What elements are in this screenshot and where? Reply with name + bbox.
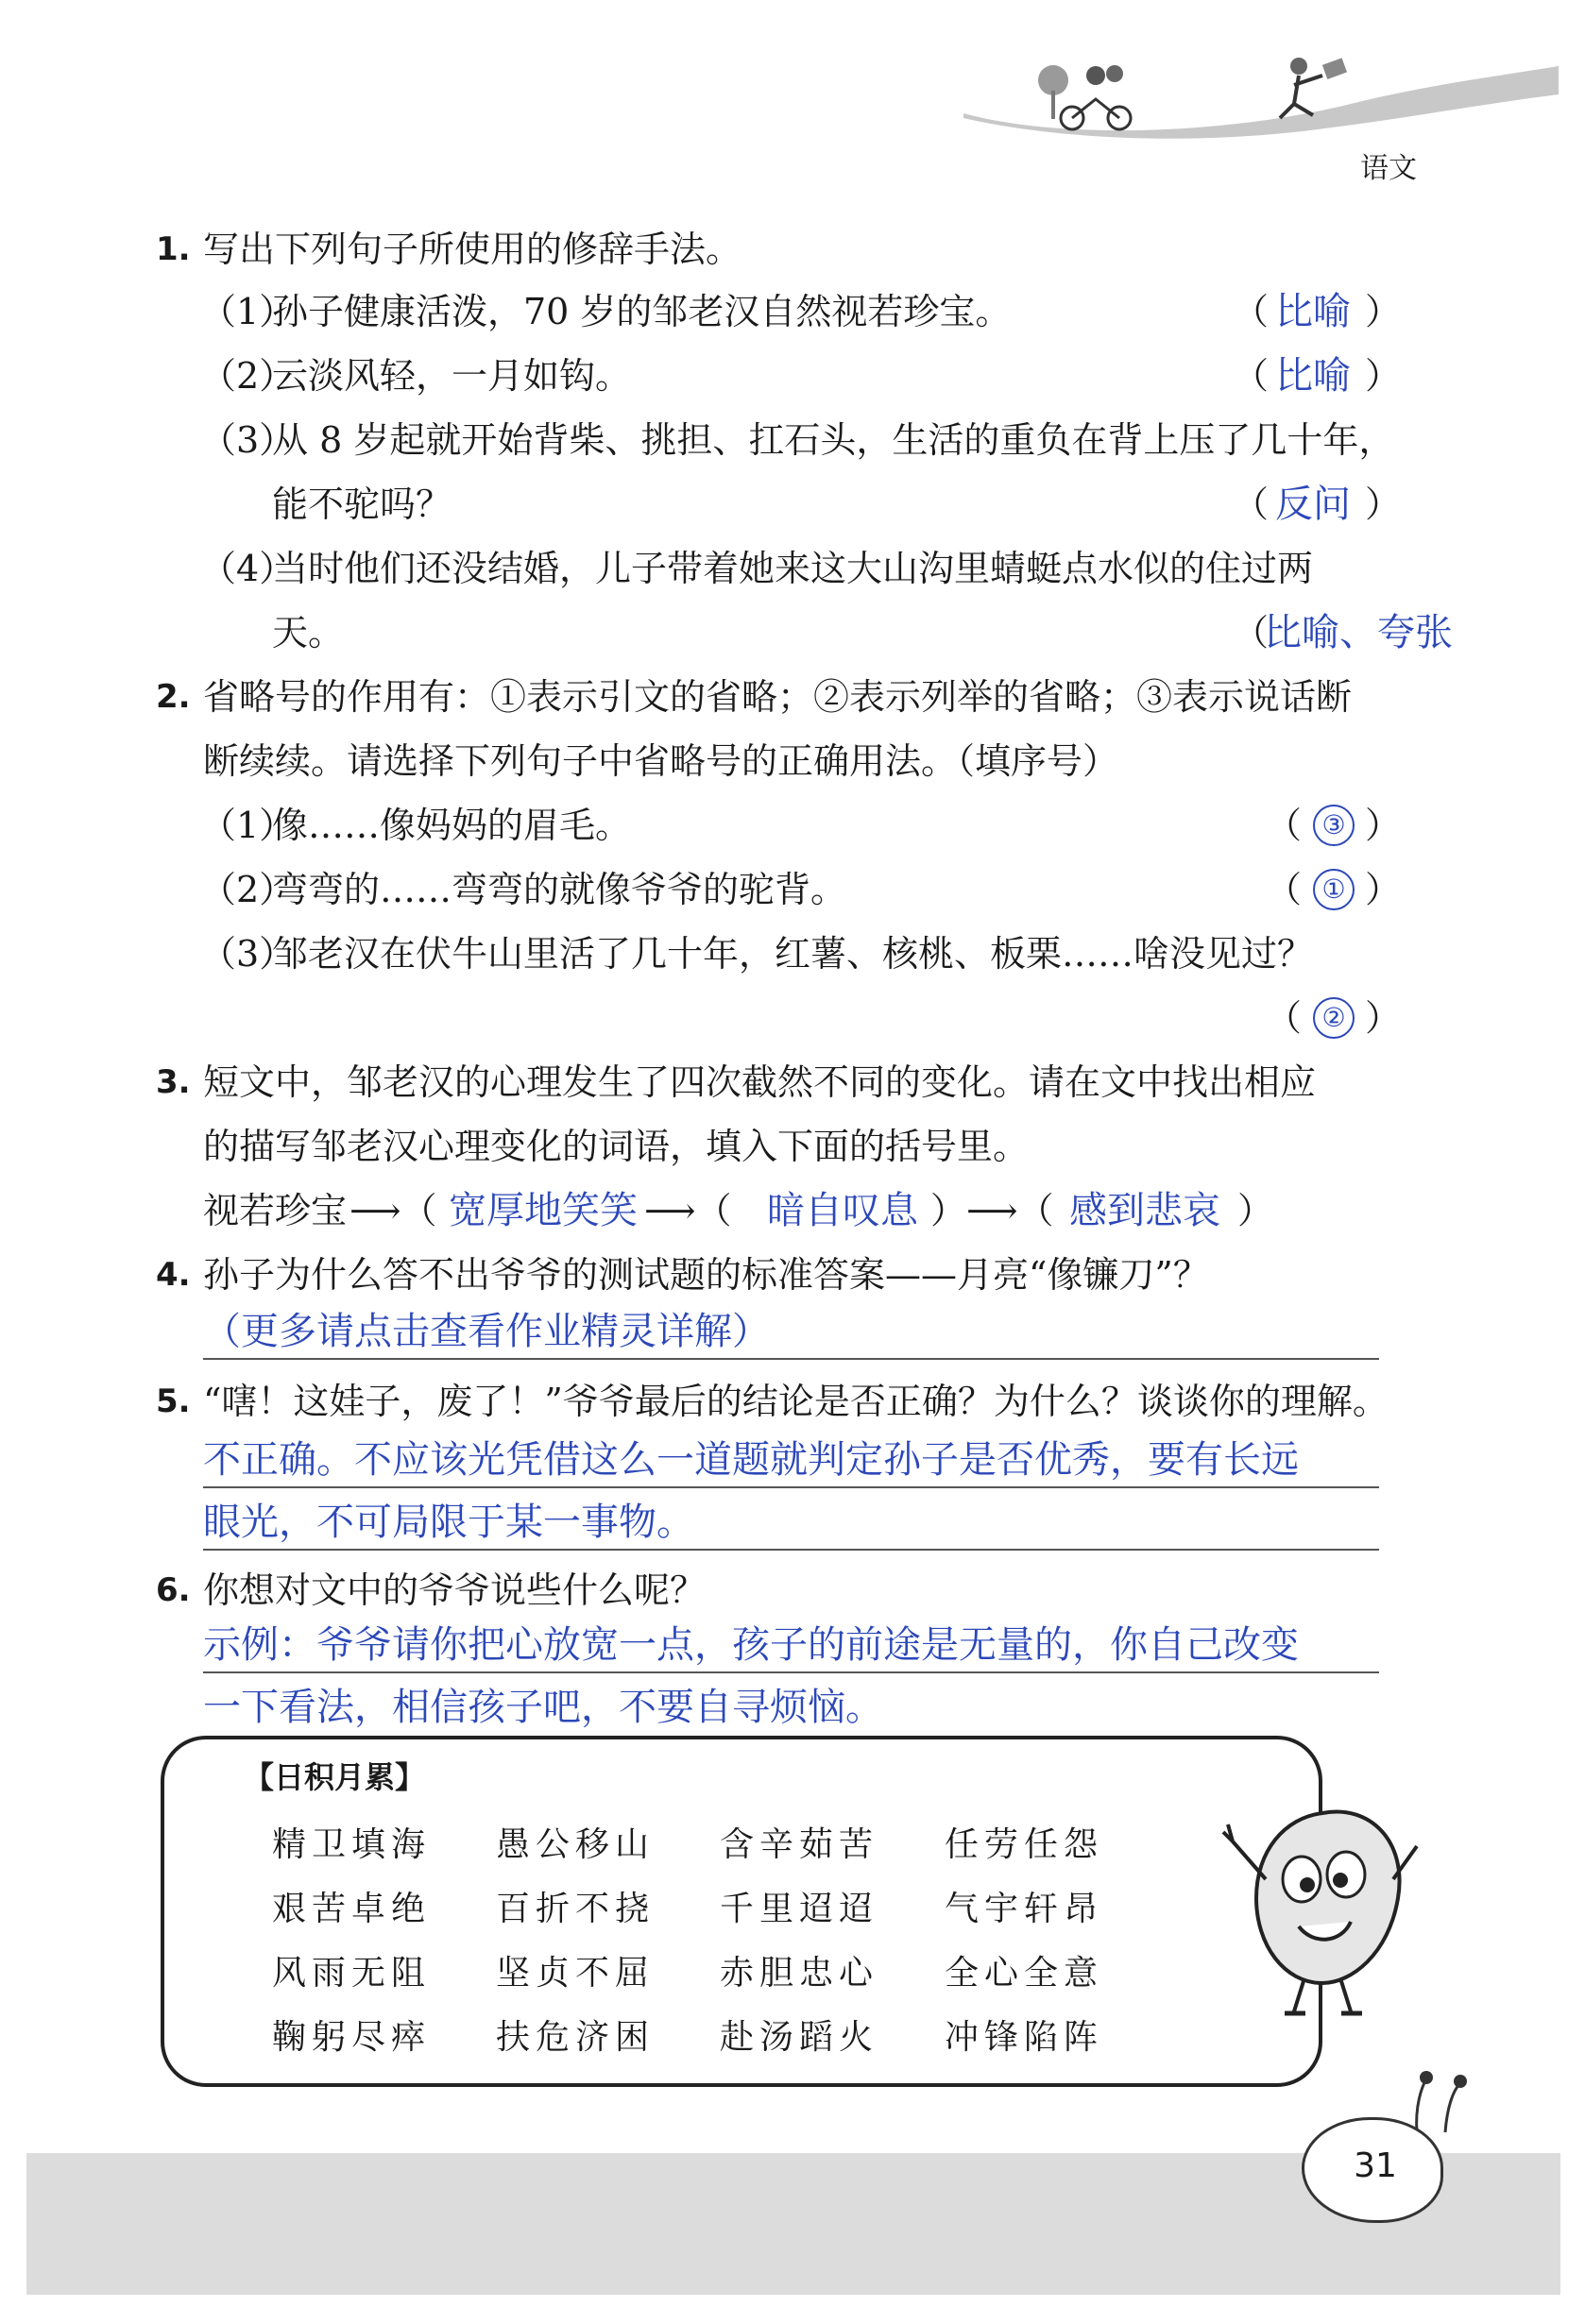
q1-3-text: 从 8 岁起就开始背柴、挑担、扛石头，生活的重负在背上压了几十年， — [272, 419, 1395, 461]
q1-3-answer: 反问 — [1275, 483, 1351, 526]
q2-prompt: 省略号的作用有：①表示引文的省略；②表示列举的省略；③表示说话断 — [203, 676, 1353, 718]
subject-label: 语文 — [1360, 152, 1417, 185]
q3-arrow-1: ⟶（ — [349, 1190, 437, 1231]
idiom: 冲锋陷阵 — [945, 2018, 1104, 2057]
idiom: 艰苦卓绝 — [272, 1890, 432, 1928]
q1-3-text2: 能不驼吗？ — [272, 483, 452, 525]
idiom: 愚公移山 — [496, 1825, 656, 1864]
q1-3-paren-open: （ — [1233, 483, 1270, 525]
q1-prompt: 写出下列句子所使用的修辞手法。 — [203, 229, 742, 270]
q2-prompt2: 断续续。请选择下列句子中省略号的正确用法。（填序号） — [203, 740, 1119, 782]
q1-4-label: （4） — [200, 548, 296, 589]
q1-number: 1. — [156, 230, 191, 268]
q2-1-paren-close: ） — [1365, 805, 1402, 846]
q3-answer-1: 宽厚地笑笑 — [449, 1189, 638, 1232]
q2-number: 2. — [156, 678, 191, 716]
q6-answer-line2: 一下看法，相信孩子吧，不要自寻烦恼。 — [203, 1686, 883, 1729]
idiom: 赴汤蹈火 — [720, 2018, 879, 2057]
idiom: 气宇轩昂 — [945, 1890, 1104, 1928]
q2-2-text: 弯弯的……弯弯的就像爷爷的驼背。 — [272, 869, 847, 910]
q6-rule-1 — [203, 1671, 1379, 1673]
q2-3-label: （3） — [200, 933, 296, 975]
q2-1-label: （1） — [200, 805, 296, 846]
q3-number: 3. — [156, 1063, 191, 1101]
q1-1-answer: 比喻 — [1275, 290, 1351, 333]
q1-4-text2: 天。 — [272, 612, 345, 653]
q5-rule-2 — [203, 1549, 1379, 1551]
q5-number: 5. — [156, 1383, 191, 1420]
q2-2-label: （2） — [200, 869, 296, 910]
q1-2-paren-close: ） — [1365, 355, 1402, 397]
idiom: 风雨无阻 — [272, 1954, 432, 1993]
q1-3-paren-close: ） — [1365, 483, 1402, 525]
q3-prompt2: 的描写邹老汉心理变化的词语，填入下面的括号里。 — [203, 1126, 1030, 1167]
q1-4-text: 当时他们还没结婚，儿子带着她来这大山沟里蜻蜓点水似的住过两 — [272, 548, 1314, 589]
idiom: 赤胆忠心 — [720, 1954, 879, 1993]
q1-1-label: （1） — [200, 291, 296, 332]
q1-3-label: （3） — [200, 419, 296, 461]
q2-3-answer: ② — [1313, 997, 1355, 1039]
q1-1-paren-close: ） — [1365, 291, 1402, 332]
q6-answer-line1: 示例：爷爷请你把心放宽一点，孩子的前途是无量的，你自己改变 — [203, 1623, 1299, 1667]
mascot-illustration — [1219, 1775, 1426, 2021]
q2-3-paren-close: ） — [1365, 997, 1402, 1039]
q2-2-paren-open: （ — [1266, 869, 1303, 910]
q1-4-answer: 比喻、夸张 — [1264, 611, 1453, 654]
q6-prompt: 你想对文中的爷爷说些什么呢？ — [203, 1569, 707, 1611]
q5-prompt: “嗐！这娃子，废了！”爷爷最后的结论是否正确？为什么？谈谈你的理解。 — [203, 1381, 1389, 1422]
idiom: 精卫填海 — [272, 1825, 432, 1864]
q4-answer: （更多请点击查看作业精灵详解） — [203, 1310, 770, 1353]
q2-2-paren-close: ） — [1365, 869, 1402, 910]
q2-3-text: 邹老汉在伏牛山里活了几十年，红薯、核桃、板栗……啥没见过？ — [272, 933, 1314, 975]
q2-3-paren-open: （ — [1266, 997, 1303, 1039]
q3-answer-2: 暗自叹息 — [767, 1189, 918, 1232]
q3-arrow-2: ⟶（ — [644, 1190, 732, 1231]
page-number: 31 — [1354, 2146, 1397, 2185]
q3-answer-3: 感到悲哀 — [1069, 1189, 1220, 1232]
q5-answer-line2: 眼光，不可局限于某一事物。 — [203, 1501, 694, 1544]
q2-1-paren-open: （ — [1266, 805, 1303, 846]
idiom: 千里迢迢 — [720, 1890, 879, 1928]
q1-2-answer: 比喻 — [1275, 354, 1351, 398]
q3-start-word: 视若珍宝 — [203, 1190, 348, 1231]
q1-2-paren-open: （ — [1233, 355, 1270, 397]
idiom: 任劳任怨 — [945, 1825, 1104, 1864]
idiom: 全心全意 — [945, 1954, 1104, 1993]
q3-prompt: 短文中，邹老汉的心理发生了四次截然不同的变化。请在文中找出相应 — [203, 1061, 1317, 1103]
q4-number: 4. — [156, 1256, 191, 1294]
q1-2-text: 云淡风轻，一月如钩。 — [272, 355, 632, 397]
q1-4-paren-open: （ — [1233, 612, 1270, 653]
idiom: 扶危济困 — [496, 2018, 656, 2057]
idiom: 鞠躬尽瘁 — [272, 2018, 432, 2057]
q1-1-text: 孙子健康活泼，70 岁的邹老汉自然视若珍宝。 — [272, 291, 1012, 332]
idioms-title: 【日积月累】 — [244, 1759, 426, 1795]
q1-1-paren-open: （ — [1233, 291, 1270, 332]
idiom: 含辛茹苦 — [720, 1825, 879, 1864]
q2-2-answer: ① — [1313, 869, 1355, 910]
q6-number: 6. — [156, 1571, 191, 1609]
q5-answer-line1: 不正确。不应该光凭借这么一道题就判定孙子是否优秀，要有长远 — [203, 1438, 1299, 1482]
q2-1-answer: ③ — [1313, 805, 1355, 846]
idiom: 百折不挠 — [496, 1890, 656, 1928]
header-illustration — [954, 28, 1568, 142]
q3-paren-close: ） — [1237, 1190, 1274, 1231]
q2-1-text: 像……像妈妈的眉毛。 — [272, 805, 632, 846]
q1-2-label: （2） — [200, 355, 296, 397]
q4-prompt: 孙子为什么答不出爷爷的测试题的标准答案——月亮“像镰刀”？ — [203, 1254, 1209, 1296]
idiom: 坚贞不屈 — [496, 1954, 656, 1993]
page-number-badge — [1302, 2117, 1443, 2223]
q4-answer-line — [203, 1358, 1379, 1360]
q3-arrow-3: ）⟶（ — [930, 1190, 1054, 1231]
q5-rule-1 — [203, 1486, 1379, 1488]
